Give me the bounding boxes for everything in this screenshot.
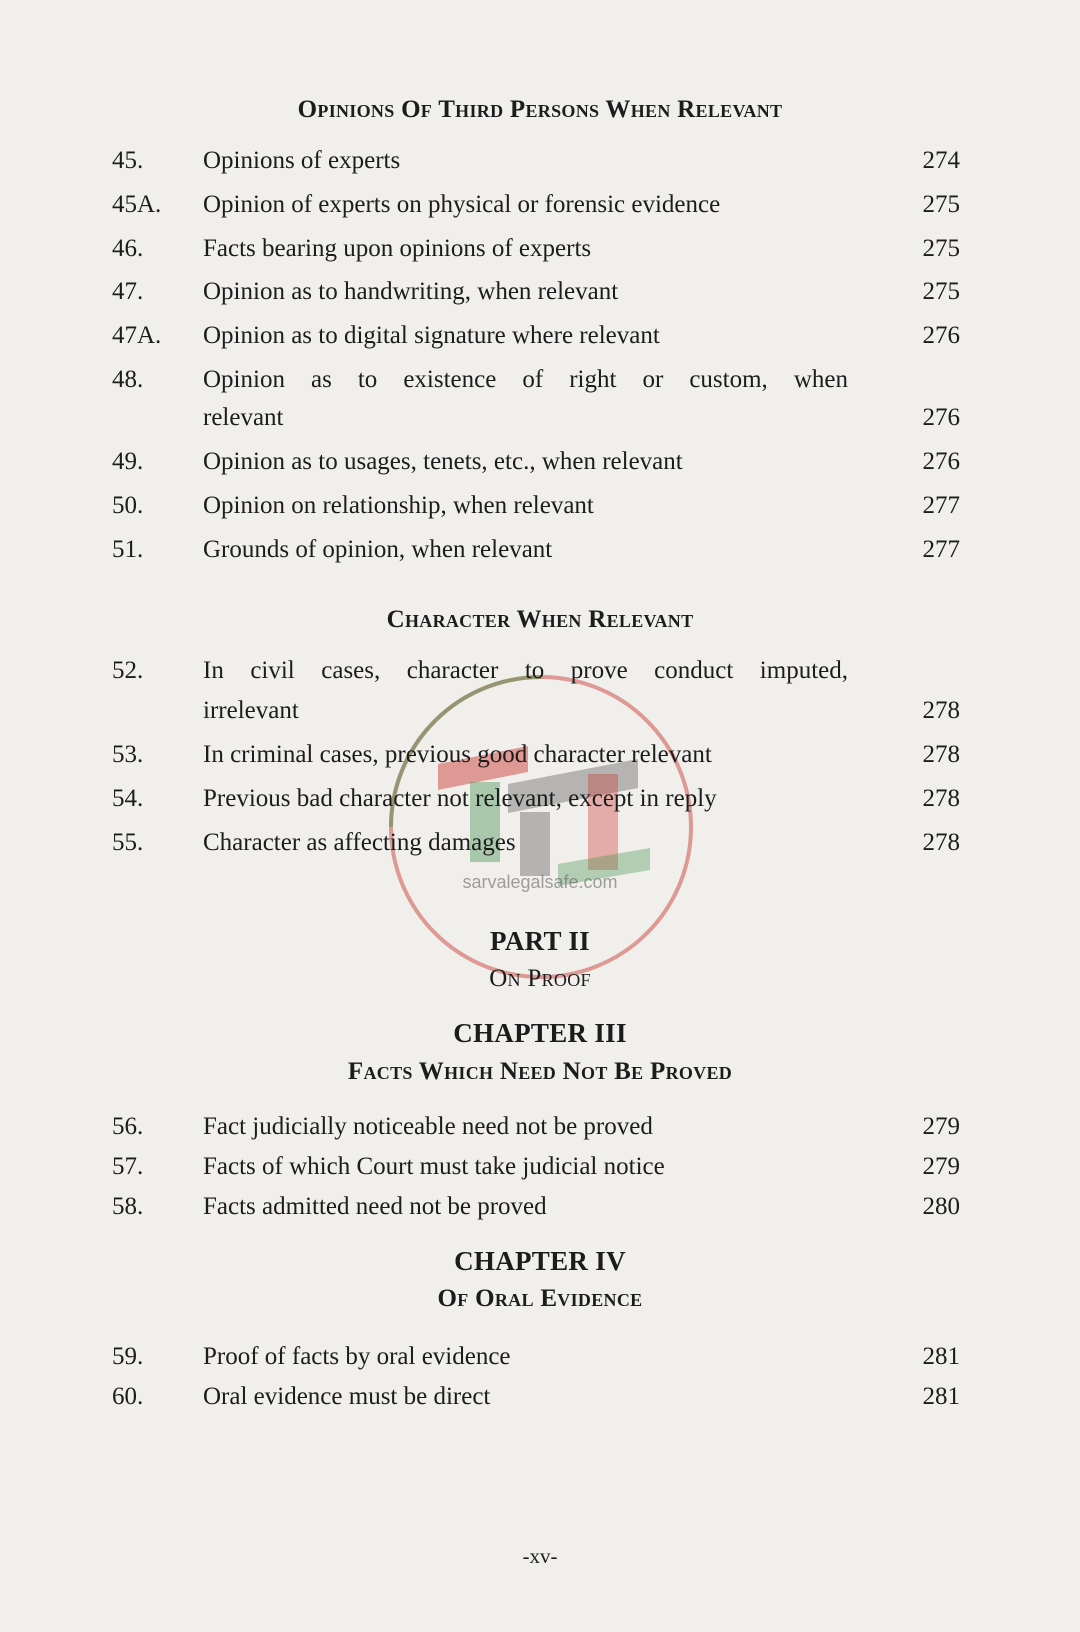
- entry-page: 275: [922, 235, 960, 262]
- entry-number: 49.: [112, 448, 144, 475]
- section-heading-character: Character When Relevant: [386, 606, 694, 633]
- entry-page: 277: [922, 492, 960, 519]
- chapter-label: CHAPTER IV: [454, 1246, 626, 1276]
- entry-number: 55.: [112, 829, 144, 856]
- entry-number: 48.: [112, 366, 144, 393]
- entry-number: 46.: [112, 235, 144, 262]
- entry-title: Facts of which Court must take judicial notice: [203, 1153, 665, 1180]
- entry-number: 56.: [112, 1113, 144, 1140]
- entry-number: 47.: [112, 278, 144, 305]
- entry-number: 51.: [112, 536, 144, 563]
- entry-title-line1: Opinion as to existence of right or custom, when: [203, 366, 848, 393]
- entry-number: 59.: [112, 1343, 144, 1370]
- entry-page: 278: [922, 829, 960, 856]
- chapter-heading: Of Oral Evidence: [437, 1285, 643, 1312]
- entry-title: In criminal cases, previous good character relevant: [203, 741, 712, 768]
- entry-page: 276: [922, 404, 960, 431]
- part-label: PART II: [490, 926, 590, 956]
- entry-title: Opinion of experts on physical or forensic evidence: [203, 191, 721, 218]
- chapter-heading: Facts Which Need Not Be Proved: [347, 1058, 733, 1085]
- entry-title: Opinion as to usages, tenets, etc., when relevant: [203, 448, 683, 475]
- entry-title: Fact judicially noticeable need not be proved: [203, 1113, 653, 1140]
- entry-number: 58.: [112, 1193, 144, 1220]
- entry-number: 54.: [112, 785, 144, 812]
- part-subtitle: On Proof: [489, 965, 591, 992]
- entry-number: 45.: [112, 147, 144, 174]
- entry-number: 50.: [112, 492, 144, 519]
- entry-page: 279: [922, 1153, 960, 1180]
- watermark-text: sarvalegalsafe.com: [462, 872, 618, 892]
- entry-title: Grounds of opinion, when relevant: [203, 536, 553, 563]
- entry-page: 278: [922, 741, 960, 768]
- chapter-label: CHAPTER III: [453, 1018, 627, 1048]
- entry-number: 52.: [112, 657, 144, 684]
- entry-page: 276: [922, 322, 960, 349]
- entry-number: 53.: [112, 741, 144, 768]
- entry-number: 47A.: [112, 322, 162, 349]
- entry-page: 278: [922, 697, 960, 724]
- entry-title: Facts admitted need not be proved: [203, 1193, 547, 1220]
- entry-title: Proof of facts by oral evidence: [203, 1343, 511, 1370]
- page-folio: -xv-: [522, 1544, 558, 1568]
- entry-page: 277: [922, 536, 960, 563]
- entry-title: Character as affecting damages: [203, 829, 516, 856]
- entry-page: 281: [922, 1343, 960, 1370]
- entry-title-line1: In civil cases, character to prove conduct imputed,: [203, 657, 848, 684]
- entry-page: 281: [922, 1383, 960, 1410]
- entry-title-line2: irrelevant: [203, 697, 299, 724]
- entry-title: Oral evidence must be direct: [203, 1383, 491, 1410]
- entry-title: Facts bearing upon opinions of experts: [203, 235, 592, 262]
- entry-number: 60.: [112, 1383, 144, 1410]
- section-heading-opinions: Opinions Of Third Persons When Relevant: [297, 96, 783, 123]
- entry-page: 275: [922, 191, 960, 218]
- entry-title: Opinion as to digital signature where relevant: [203, 322, 660, 349]
- entry-number: 45A.: [112, 191, 162, 218]
- entry-page: 274: [922, 147, 960, 174]
- entry-title: Opinions of experts: [203, 147, 401, 174]
- entry-page: 280: [922, 1193, 960, 1220]
- entry-page: 275: [922, 278, 960, 305]
- entry-page: 276: [922, 448, 960, 475]
- entry-title-line2: relevant: [203, 404, 284, 431]
- entry-number: 57.: [112, 1153, 144, 1180]
- entry-title: Previous bad character not relevant, except in reply: [203, 785, 717, 812]
- entry-title: Opinion on relationship, when relevant: [203, 492, 594, 519]
- entry-page: 278: [922, 785, 960, 812]
- entry-title: Opinion as to handwriting, when relevant: [203, 278, 619, 305]
- entry-page: 279: [922, 1113, 960, 1140]
